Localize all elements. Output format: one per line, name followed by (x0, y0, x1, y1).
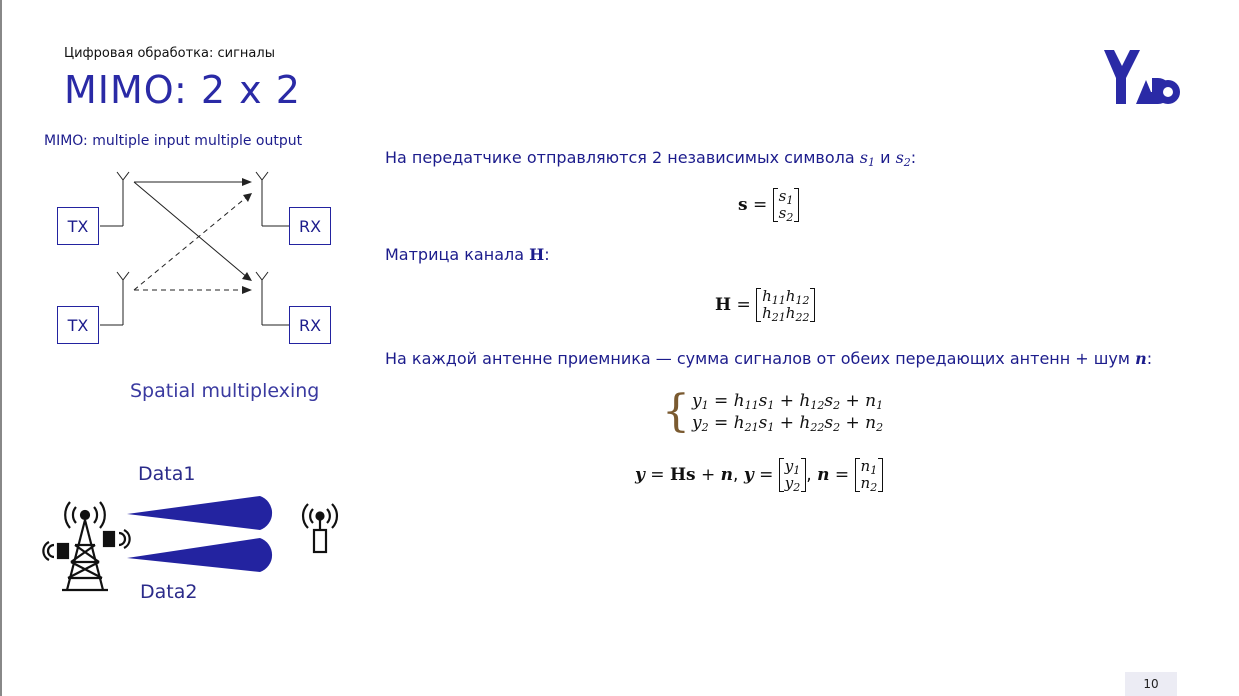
symbol-s2: $s_2$ (895, 148, 911, 169)
matrix-H-symbol: H (529, 245, 545, 264)
rx-box-2: RX (289, 306, 331, 344)
line2-text: Матрица канала (385, 245, 525, 264)
yadro-logo (1102, 48, 1182, 106)
cell-tower-icon (43, 502, 129, 590)
line3-colon: : (1146, 349, 1153, 368)
section-subtitle: Цифровая обработка: сигналы (64, 46, 275, 61)
multiplexing-illustration (42, 490, 342, 600)
equation-vector-form: y = Hs + n , y = $y_1$ $y_2$ , n = $n_1$ $n_2$ (635, 458, 883, 492)
beam-data2 (127, 538, 272, 572)
equation-system: { $y_1 = h_{11}s_1 + h_{12}s_2 + n_1$ $y_2 = h_{21}s_1 + h_{22}s_2 + n_2$ (662, 386, 884, 437)
mimo-definition: MIMO: multiple input multiple output (44, 133, 303, 149)
symbol-s1: $s_1$ (859, 148, 875, 169)
line1-colon: : (910, 148, 917, 167)
tx-box-2: TX (57, 306, 99, 344)
equation-s-vector: s = $s_1$ $s_2$ (738, 188, 799, 222)
channel-matrix-line (385, 245, 550, 264)
equation-h-matrix: H = $h_{11}h_{12}$ $h_{21}h_{22}$ (715, 288, 815, 322)
beam-data1 (127, 496, 272, 530)
line1-text: На передатчике отправляются 2 независимых символа (385, 148, 855, 167)
line3-text: На каждой антенне приемника — сумма сигналов от обеих передающих антенн + шум (385, 349, 1130, 368)
data1-label: Data1 (138, 463, 196, 485)
receiver-sum-line (385, 349, 1152, 368)
line1-and: и (880, 148, 891, 167)
page-number: 10 (1125, 672, 1177, 696)
noise-symbol: n (1135, 349, 1147, 368)
data2-label: Data2 (140, 581, 198, 603)
transmit-symbols-line (385, 148, 916, 167)
diagram-caption: Spatial multiplexing (130, 380, 320, 402)
page-title: MIMO: 2 x 2 (64, 68, 301, 112)
line2-colon: : (544, 245, 550, 264)
receiver-antenna-icon (303, 504, 337, 552)
rx-box-1: RX (289, 207, 331, 245)
tx-box-1: TX (57, 207, 99, 245)
